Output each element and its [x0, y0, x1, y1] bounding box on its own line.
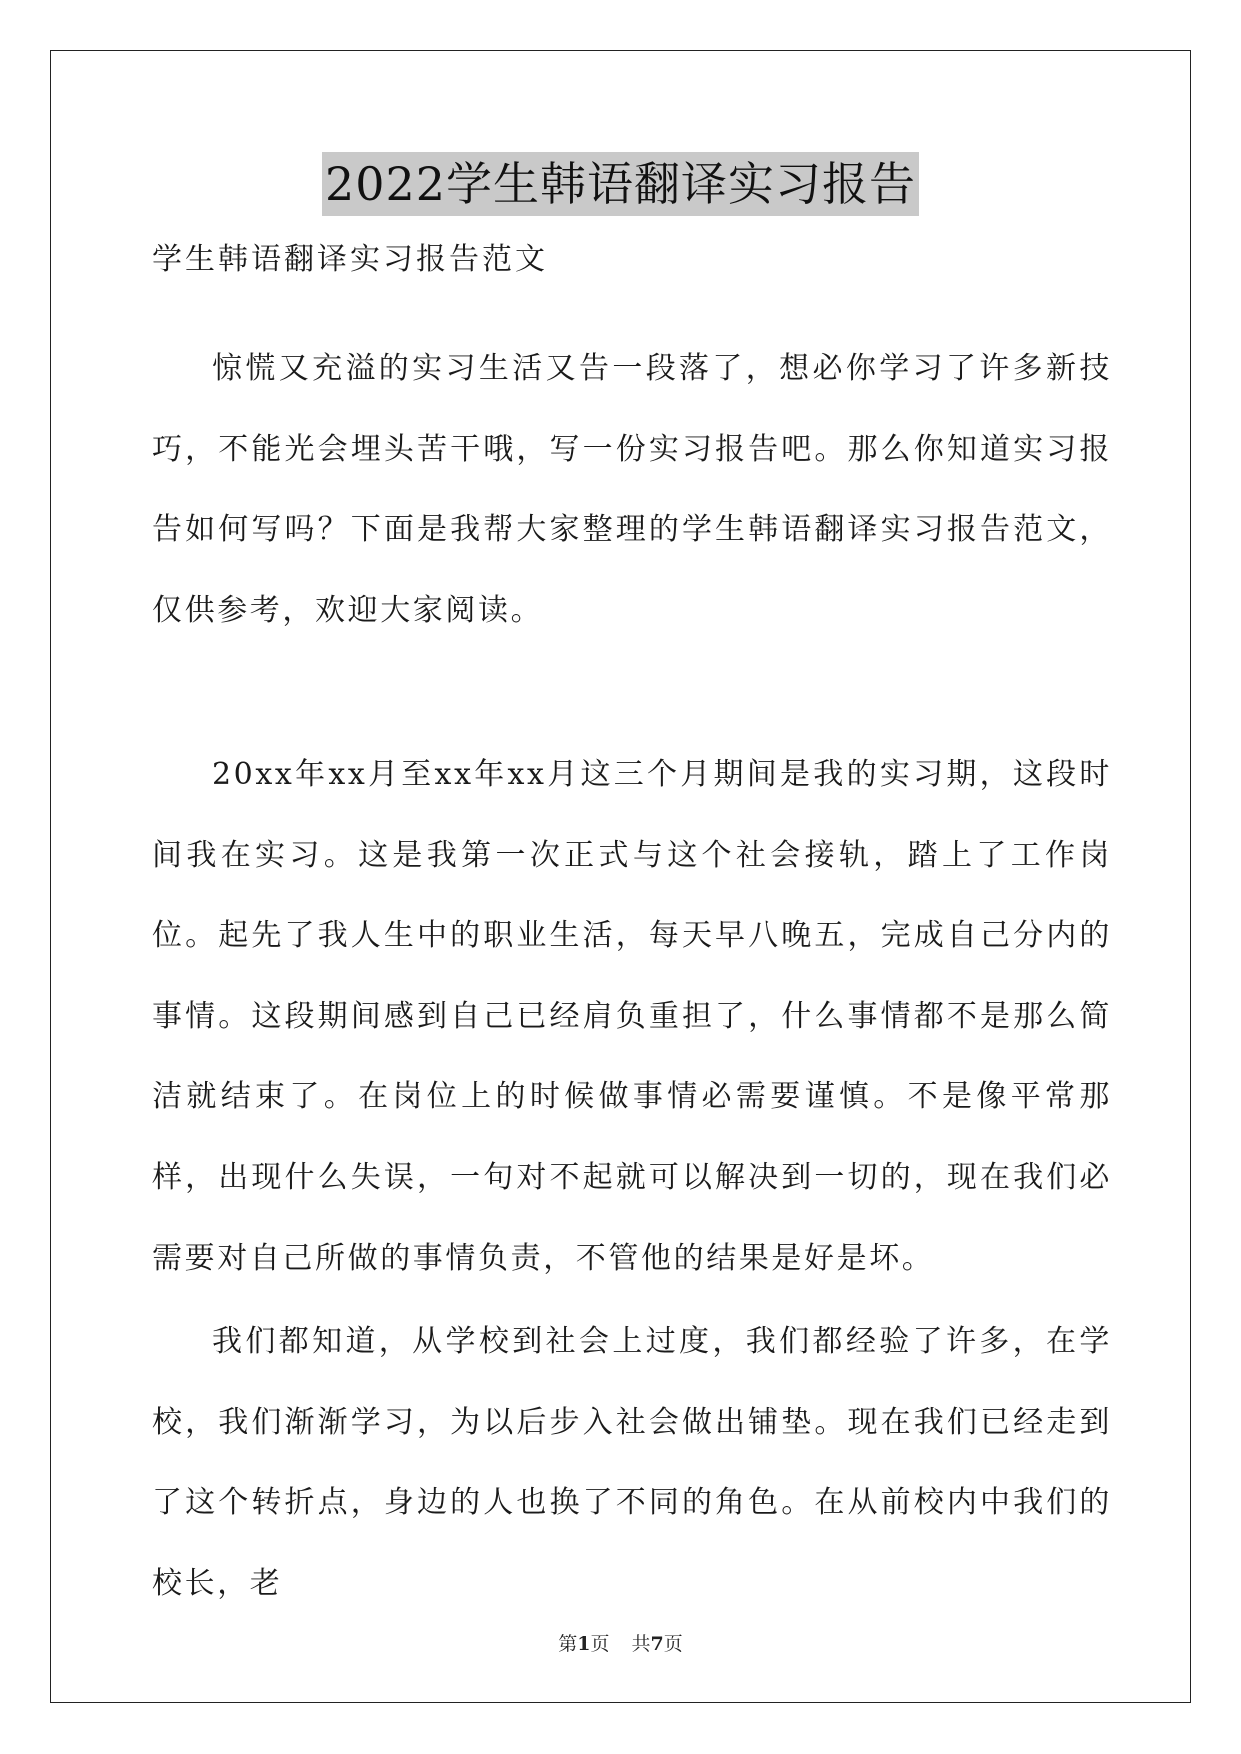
total-pages: 7 [650, 1633, 664, 1655]
paragraph-internship-period: 20xx年xx月至xx年xx月这三个月期间是我的实习期，这段时间我在实习。这是我第一次正式与这个社会接轨，踏上了工作岗位。起先了我人生中的职业生活，每天早八晚五，完成自己分内的事情。这段期间感到自己已经肩负重担了，什么事情都不是那么简洁就结束了。在岗位上的时候做事情必需要谨慎。不是像平常那样，出现什么失误，一句对不起就可以解决到一切的，现在我们必需要对自己所做的事情负责，不管他的结果是好是坏。 [152, 757, 1112, 1276]
page-suffix: 页 [590, 1633, 610, 1655]
paragraph-intro: 惊慌又充溢的实习生活又告一段落了，想必你学习了许多新技巧，不能光会埋头苦干哦，写一份实习报告吧。那么你知道实习报告如何写吗？下面是我帮大家整理的学生韩语翻译实习报告范文，仅供参考，欢迎大家阅读。 [152, 351, 1112, 628]
page-number: 1 [577, 1633, 591, 1655]
page-prefix: 第 [558, 1633, 578, 1655]
title-container [0, 152, 1241, 216]
paragraph-school-to-society: 我们都知道，从学校到社会上过度，我们都经验了许多，在学校，我们渐渐学习，为以后步入社会做出铺垫。现在我们已经走到了这个转折点，身边的人也换了不同的角色。在从前校内中我们的校长，老 [152, 1324, 1112, 1601]
total-suffix: 页 [663, 1633, 683, 1655]
page-footer [0, 1632, 1241, 1656]
total-prefix: 共 [631, 1633, 651, 1655]
document-title: 2022学生韩语翻译实习报告 [322, 152, 919, 216]
document-subtitle: 学生韩语翻译实习报告范文 [152, 242, 548, 277]
